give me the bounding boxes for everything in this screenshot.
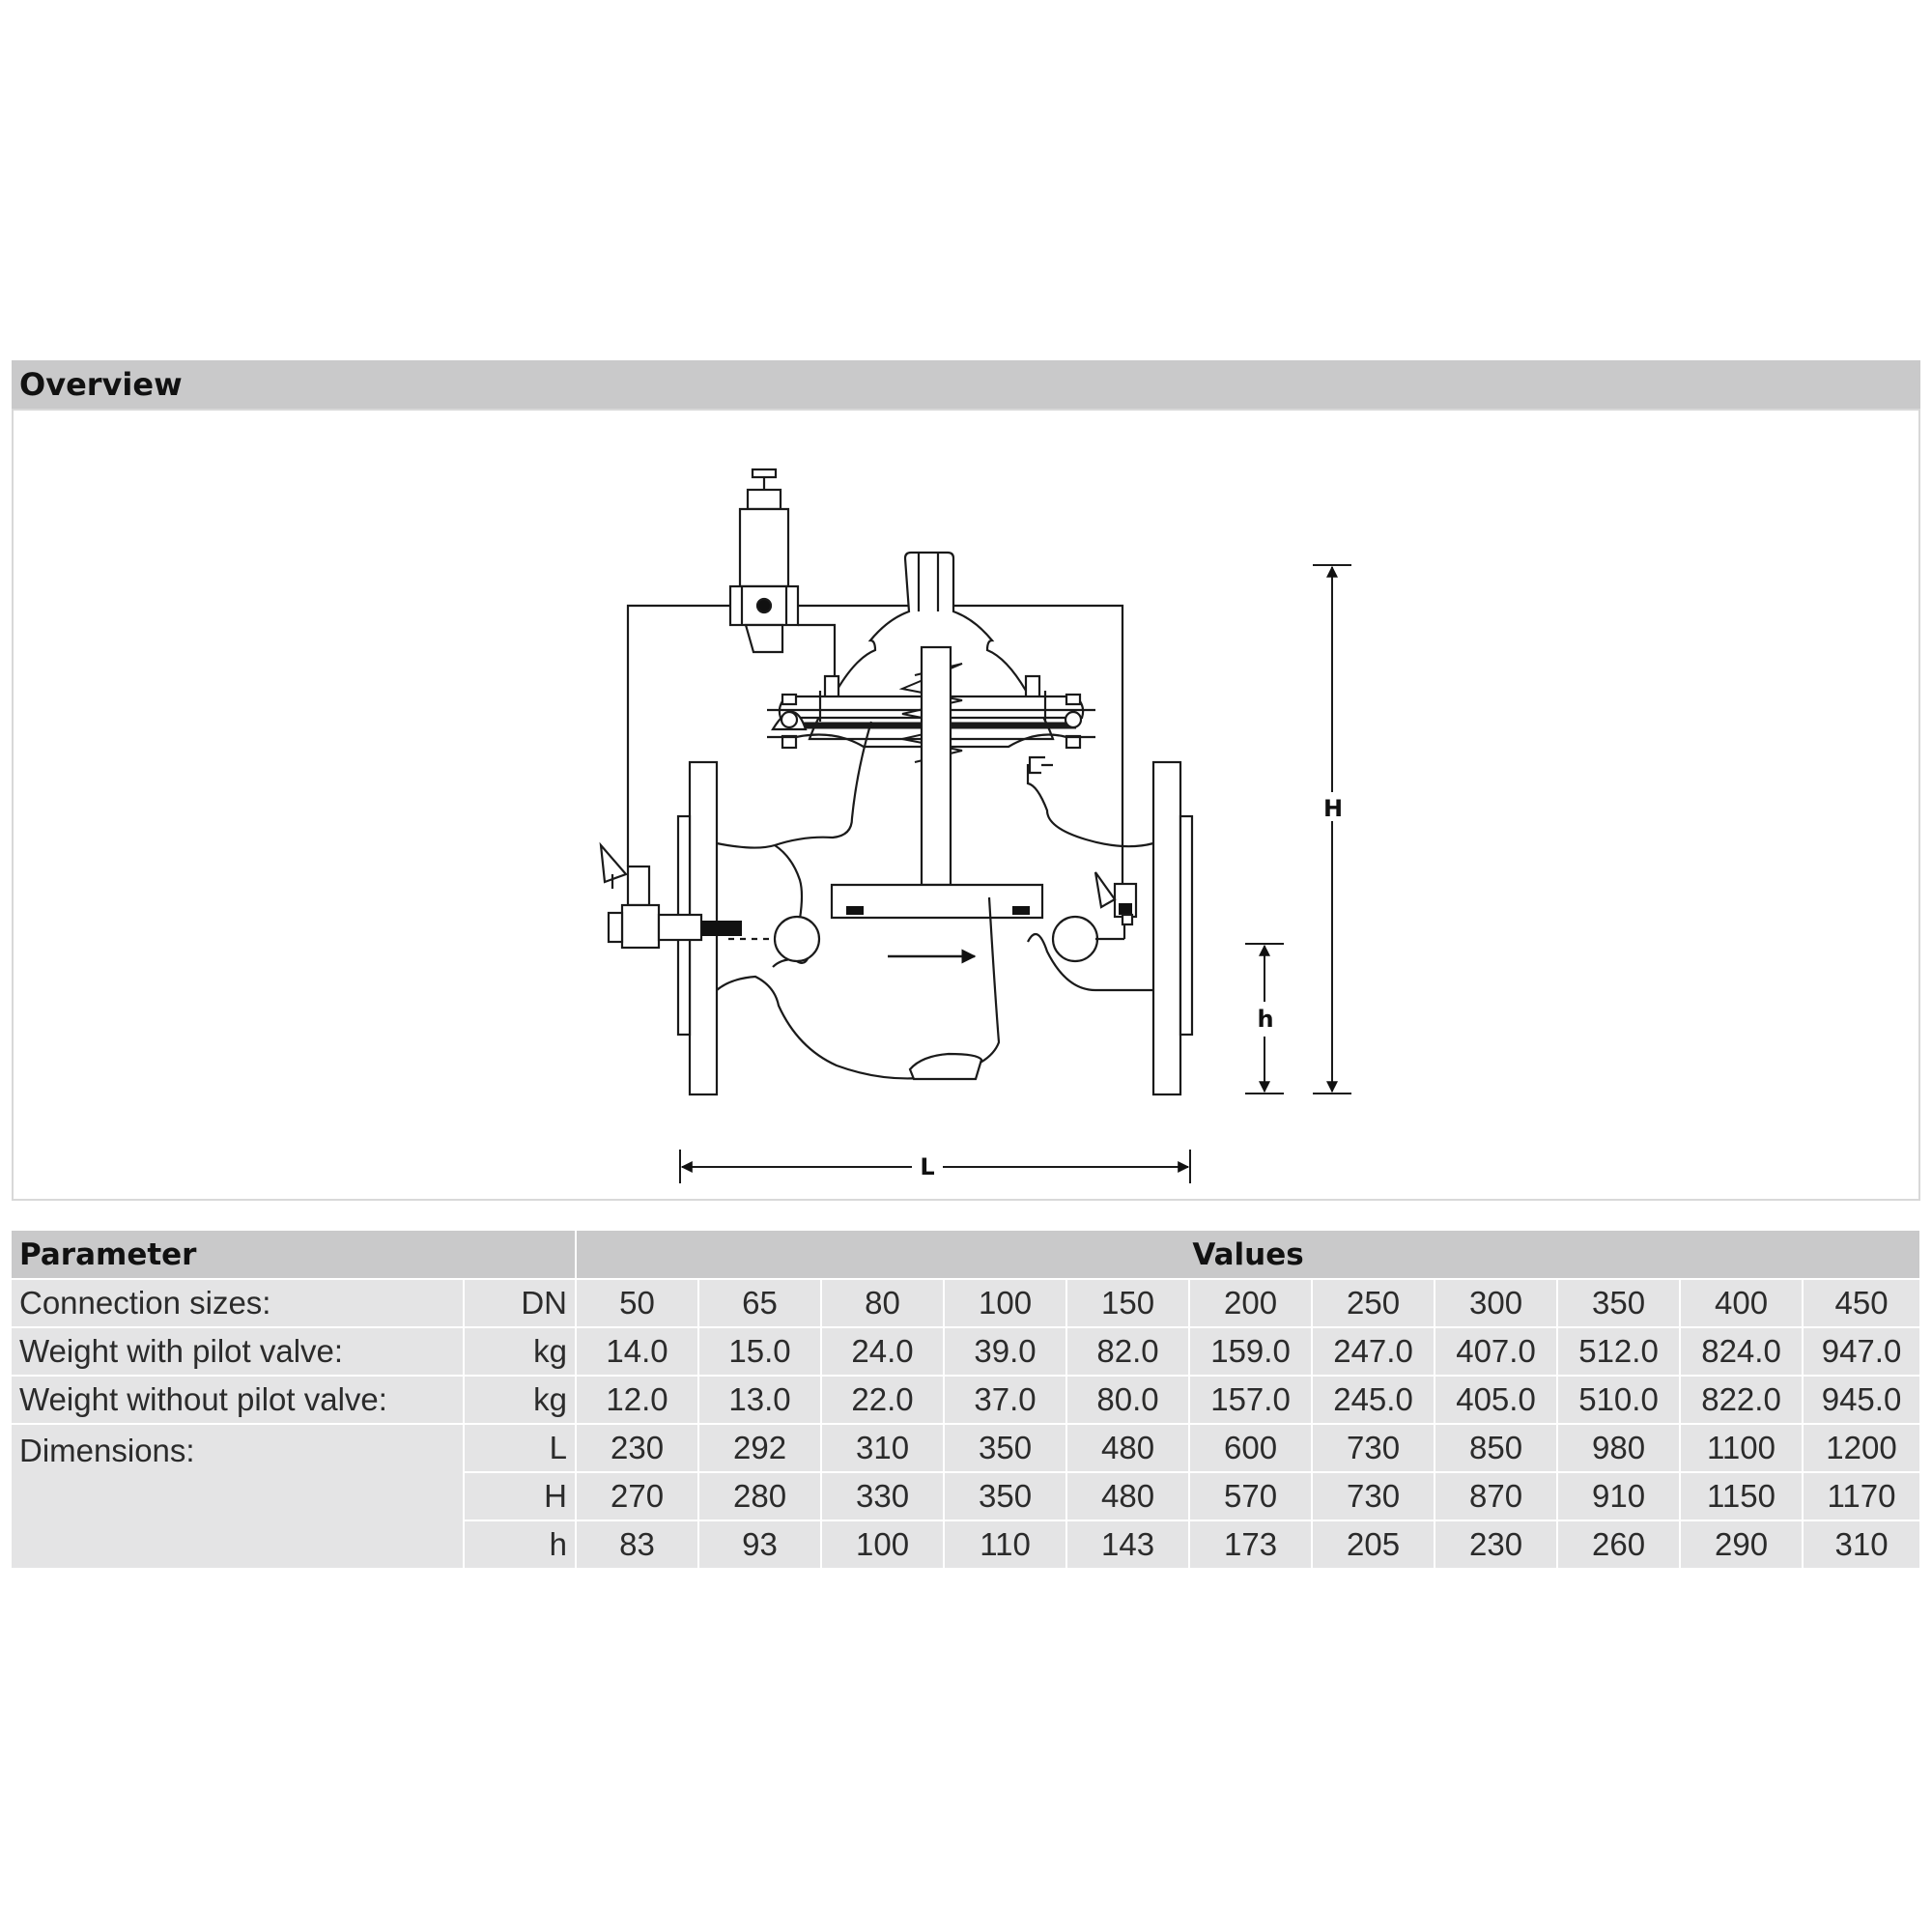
overview-title: Overview [12,360,1920,409]
value-cell: 205 [1312,1520,1435,1569]
value-cell: 350 [1557,1279,1680,1327]
value-cell: 1150 [1680,1472,1803,1520]
parameter-table [12,1231,1921,1570]
header-parameter: Parameter [12,1231,576,1279]
value-cell: 230 [1435,1520,1557,1569]
value-cell: 280 [698,1472,821,1520]
value-cell: 230 [576,1424,698,1472]
value-cell: 570 [1189,1472,1312,1520]
value-cell: 80.0 [1066,1376,1189,1424]
value-cell: 400 [1680,1279,1803,1327]
row-unit: kg [464,1327,576,1376]
valve-diagram [14,411,1922,1203]
value-cell: 150 [1066,1279,1189,1327]
value-cell: 159.0 [1189,1327,1312,1376]
row-label: Dimensions: [12,1424,464,1569]
left-ball-valve [601,845,742,948]
value-cell: 600 [1189,1424,1312,1472]
dimension-lines [680,565,1351,1183]
value-cell: 100 [821,1520,944,1569]
header-values: Values [576,1231,1920,1279]
value-cell: 14.0 [576,1327,698,1376]
row-unit: L [464,1424,576,1472]
value-cell: 850 [1435,1424,1557,1472]
dimension-label-H: H [1322,795,1344,822]
value-cell: 100 [944,1279,1066,1327]
value-cell: 143 [1066,1520,1189,1569]
value-cell: 310 [821,1424,944,1472]
value-cell: 250 [1312,1279,1435,1327]
row-unit: DN [464,1279,576,1327]
row-unit: H [464,1472,576,1520]
value-cell: 1170 [1803,1472,1920,1520]
table-header-row [12,1231,1920,1279]
value-cell: 730 [1312,1472,1435,1520]
value-cell: 1200 [1803,1424,1920,1472]
value-cell: 22.0 [821,1376,944,1424]
value-cell: 480 [1066,1472,1189,1520]
row-unit: kg [464,1376,576,1424]
row-label: Weight with pilot valve: [12,1327,464,1376]
value-cell: 173 [1189,1520,1312,1569]
overview-diagram-panel [12,409,1920,1201]
value-cell: 200 [1189,1279,1312,1327]
table-row [12,1279,1920,1327]
value-cell: 310 [1803,1520,1920,1569]
value-cell: 480 [1066,1424,1189,1472]
value-cell: 80 [821,1279,944,1327]
value-cell: 730 [1312,1424,1435,1472]
value-cell: 37.0 [944,1376,1066,1424]
value-cell: 1100 [1680,1424,1803,1472]
right-ball-valve [1095,872,1136,924]
value-cell: 39.0 [944,1327,1066,1376]
value-cell: 407.0 [1435,1327,1557,1376]
value-cell: 300 [1435,1279,1557,1327]
value-cell: 50 [576,1279,698,1327]
row-label: Weight without pilot valve: [12,1376,464,1424]
value-cell: 512.0 [1557,1327,1680,1376]
value-cell: 270 [576,1472,698,1520]
value-cell: 83 [576,1520,698,1569]
value-cell: 910 [1557,1472,1680,1520]
value-cell: 13.0 [698,1376,821,1424]
value-cell: 330 [821,1472,944,1520]
value-cell: 110 [944,1520,1066,1569]
value-cell: 15.0 [698,1327,821,1376]
value-cell: 157.0 [1189,1376,1312,1424]
value-cell: 260 [1557,1520,1680,1569]
row-unit: h [464,1520,576,1569]
pilot-valve [730,469,798,652]
value-cell: 947.0 [1803,1327,1920,1376]
dimension-label-L: L [920,1153,935,1180]
value-cell: 24.0 [821,1327,944,1376]
value-cell: 450 [1803,1279,1920,1327]
value-cell: 824.0 [1680,1327,1803,1376]
value-cell: 93 [698,1520,821,1569]
value-cell: 510.0 [1557,1376,1680,1424]
value-cell: 292 [698,1424,821,1472]
value-cell: 405.0 [1435,1376,1557,1424]
value-cell: 245.0 [1312,1376,1435,1424]
table-row [12,1376,1920,1424]
table-row [12,1327,1920,1376]
value-cell: 12.0 [576,1376,698,1424]
value-cell: 945.0 [1803,1376,1920,1424]
row-label: Connection sizes: [12,1279,464,1327]
table-row [12,1424,1920,1472]
value-cell: 980 [1557,1424,1680,1472]
value-cell: 65 [698,1279,821,1327]
value-cell: 870 [1435,1472,1557,1520]
value-cell: 350 [944,1424,1066,1472]
value-cell: 290 [1680,1520,1803,1569]
value-cell: 822.0 [1680,1376,1803,1424]
value-cell: 247.0 [1312,1327,1435,1376]
value-cell: 350 [944,1472,1066,1520]
value-cell: 82.0 [1066,1327,1189,1376]
dimension-label-h: h [1257,1006,1274,1033]
